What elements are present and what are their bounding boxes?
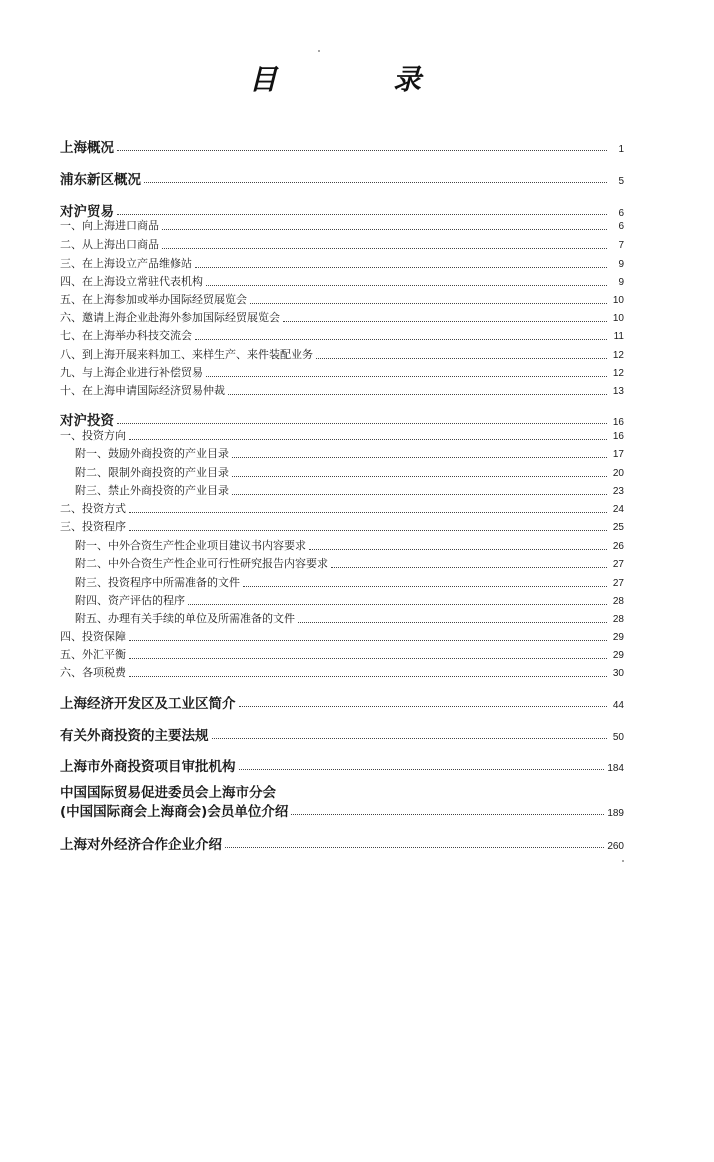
toc-dot-leader [206,376,607,377]
toc-entry-label: 三、投资程序 [60,520,126,533]
scan-speck [318,50,320,52]
toc-entry-label: 五、外汇平衡 [60,648,126,661]
toc-page-number: 16 [612,431,624,442]
toc-entry[interactable] [60,518,624,534]
toc-page-number: 9 [618,259,624,270]
toc-page-number: 24 [612,504,624,515]
toc-page-number: 6 [618,221,624,232]
toc-entry[interactable] [60,291,624,307]
toc-entry-label: 七、在上海举办科技交流会 [60,329,192,342]
toc-entry[interactable] [75,610,624,626]
toc-entry-label: 附一、鼓励外商投资的产业目录 [75,447,229,460]
toc-dot-leader [206,285,607,286]
toc-dot-leader [129,512,607,513]
toc-page-number: 27 [612,559,624,570]
toc-page-number: 7 [618,240,624,251]
toc-entry-label: 上海经济开发区及工业区简介 [60,696,236,712]
toc-dot-leader [232,494,607,495]
toc-entry[interactable] [60,409,624,429]
toc-entry-label: 附二、限制外商投资的产业目录 [75,466,229,479]
toc-dot-leader [243,586,607,587]
toc-entry-label: 五、在上海参加或举办国际经贸展览会 [60,293,247,306]
toc-page-number: 12 [612,350,624,361]
toc-dot-leader [162,229,607,230]
toc-entry-label: 六、各项税费 [60,666,126,679]
toc-page-number: 10 [612,313,624,324]
toc-dot-leader [117,150,607,151]
toc-page-number: 11 [613,331,624,342]
toc-dot-leader [117,423,607,424]
toc-page-number: 13 [612,386,624,397]
toc-entry-label: (中国国际商会上海商会)会员单位介绍 [60,804,289,820]
toc-entry-label: 附四、资产评估的程序 [75,594,185,607]
toc-dot-leader [232,457,607,458]
scan-speck [622,860,624,862]
toc-dot-leader [129,640,607,641]
toc-dot-leader [195,339,607,340]
toc-entry[interactable] [75,574,624,590]
toc-entry[interactable] [75,445,624,461]
toc-entry-label: 十、在上海申请国际经济贸易仲裁 [60,384,225,397]
toc-page-number: 25 [612,522,624,533]
toc-page-number: 5 [618,176,624,187]
toc-page-number: 29 [612,650,624,661]
toc-page-number: 30 [612,668,624,679]
toc-dot-leader [225,847,604,848]
toc-page-number: 20 [612,468,624,479]
toc-entry[interactable] [60,136,624,156]
toc-page-number: 28 [612,614,624,625]
toc-entry[interactable] [75,555,624,571]
toc-entry[interactable] [60,500,624,516]
toc-entry[interactable] [60,628,624,644]
toc-page-number: 28 [612,596,624,607]
toc-dot-leader [298,622,607,623]
toc-dot-leader [195,267,607,268]
toc-entry[interactable] [60,833,624,853]
toc-entry[interactable] [75,592,624,608]
toc-entry-label: 六、邀请上海企业赴海外参加国际经贸展览会 [60,311,280,324]
toc-dot-leader [309,549,607,550]
toc-entry[interactable] [60,692,624,712]
toc-entry-label: 八、到上海开展来料加工、来样生产、来件装配业务 [60,348,313,361]
toc-entry-label: 上海市外商投资项目审批机构 [60,759,236,775]
toc-dot-leader [283,321,607,322]
toc-entry-label: 附五、办理有关手续的单位及所需准备的文件 [75,612,295,625]
toc-entry-label: 上海概况 [60,140,114,156]
toc-entry[interactable] [60,755,624,775]
toc-entry[interactable] [60,646,624,662]
toc-dot-leader [316,358,607,359]
toc-entry-heading-line: 中国国际贸易促进委员会上海市分会 [60,785,276,801]
page-title: 目 录 [248,63,465,96]
toc-entry[interactable] [60,382,624,398]
toc-page-number: 29 [612,632,624,643]
toc-entry[interactable] [60,217,624,233]
toc-entry-label: 有关外商投资的主要法规 [60,728,209,744]
toc-entry-label: 附三、禁止外商投资的产业目录 [75,484,229,497]
toc-dot-leader [250,303,607,304]
toc-page-number: 9 [618,277,624,288]
toc-dot-leader [144,182,607,183]
toc-page-number: 16 [612,417,624,428]
toc-entry-label: 九、与上海企业进行补偿贸易 [60,366,203,379]
toc-dot-leader [239,769,605,770]
toc-dot-leader [291,814,604,815]
toc-page-number: 6 [618,208,624,219]
toc-dot-leader [228,394,607,395]
toc-page-number: 184 [607,763,624,774]
toc-dot-leader [117,214,607,215]
toc-entry[interactable] [75,482,624,498]
toc-entry[interactable] [60,664,624,680]
toc-page-number: 27 [612,578,624,589]
toc-entry-label: 附二、中外合资生产性企业可行性研究报告内容要求 [75,557,328,570]
toc-entry[interactable] [60,168,624,188]
toc-page-number: 23 [612,486,624,497]
toc-dot-leader [162,248,607,249]
toc-dot-leader [232,476,607,477]
toc-dot-leader [212,738,608,739]
toc-entry-label: 浦东新区概况 [60,172,141,188]
toc-entry[interactable] [60,236,624,252]
toc-entry[interactable] [60,800,624,820]
toc-entry[interactable] [60,427,624,443]
toc-entry-label: 四、投资保障 [60,630,126,643]
toc-entry-label: 一、向上海进口商品 [60,219,159,232]
toc-dot-leader [129,676,607,677]
toc-page-number: 50 [612,732,624,743]
toc-dot-leader [129,439,607,440]
toc-entry[interactable] [60,255,624,271]
toc-page-number: 10 [612,295,624,306]
toc-entry[interactable] [60,724,624,744]
toc-entry-label: 附一、中外合资生产性企业项目建议书内容要求 [75,539,306,552]
toc-entry-label: 一、投资方向 [60,429,126,442]
toc-entry[interactable] [60,346,624,362]
toc-dot-leader [129,658,607,659]
toc-page-number: 26 [612,541,624,552]
toc-page-number: 260 [607,841,624,852]
toc-page-number: 44 [612,700,624,711]
toc-dot-leader [331,567,607,568]
toc-entry-label: 对沪投资 [60,413,114,429]
toc-page-number: 1 [618,144,624,155]
toc-entry-label: 对沪贸易 [60,204,114,220]
toc-entry[interactable] [75,464,624,480]
toc-entry[interactable] [60,273,624,289]
toc-dot-leader [188,604,607,605]
toc-entry[interactable] [60,309,624,325]
toc-entry[interactable] [60,364,624,380]
toc-entry-label: 三、在上海设立产品维修站 [60,257,192,270]
toc-dot-leader [239,706,608,707]
toc-page-number: 17 [612,449,624,460]
toc-page-number: 189 [607,808,624,819]
toc-entry-label: 四、在上海设立常驻代表机构 [60,275,203,288]
toc-dot-leader [129,530,607,531]
toc-page-number: 12 [612,368,624,379]
toc-entry-label: 二、从上海出口商品 [60,238,159,251]
toc-entry-label: 二、投资方式 [60,502,126,515]
toc-entry[interactable] [75,537,624,553]
toc-entry[interactable] [60,327,624,343]
toc-entry-label: 附三、投资程序中所需准备的文件 [75,576,240,589]
toc-entry-label: 上海对外经济合作企业介绍 [60,837,222,853]
